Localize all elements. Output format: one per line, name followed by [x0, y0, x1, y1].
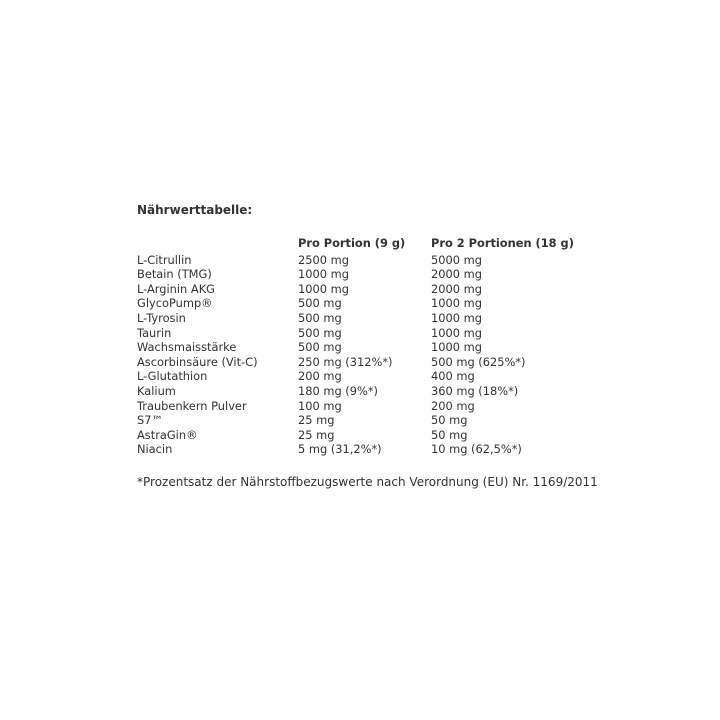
column-header-per-portion: Pro Portion (9 g): [298, 236, 406, 250]
per-portion-cell: 500 mg: [298, 340, 342, 355]
table-body: [137, 253, 581, 457]
per-portion-cell: 250 mg (312%*): [298, 354, 393, 369]
per-two-portions-cell: 2000 mg: [431, 267, 482, 282]
table-row: [137, 428, 581, 443]
table-row: [137, 340, 581, 355]
ingredient-cell: GlycoPump®: [137, 296, 213, 311]
table-row: [137, 267, 581, 282]
per-portion-cell: 180 mg (9%*): [298, 383, 378, 398]
ingredient-cell: Niacin: [137, 442, 173, 457]
per-two-portions-cell: 50 mg: [431, 413, 468, 428]
per-two-portions-cell: 50 mg: [431, 427, 468, 442]
column-header-per-two-portions: Pro 2 Portionen (18 g): [431, 236, 574, 250]
per-portion-cell: 1000 mg: [298, 281, 349, 296]
per-two-portions-cell: 10 mg (62,5%*): [431, 442, 522, 457]
table-row: [137, 253, 581, 268]
per-two-portions-cell: 400 mg: [431, 369, 475, 384]
ingredient-cell: Taurin: [137, 325, 172, 340]
ingredient-cell: S7™: [137, 413, 163, 428]
table-row: [137, 399, 581, 414]
per-two-portions-cell: 360 mg (18%*): [431, 383, 519, 398]
ingredient-cell: L-Arginin AKG: [137, 281, 215, 296]
table-row: [137, 413, 581, 428]
ingredient-cell: L-Citrullin: [137, 252, 192, 267]
ingredient-cell: Traubenkern Pulver: [137, 398, 247, 413]
per-portion-cell: 5 mg (31,2%*): [298, 442, 382, 457]
ingredient-cell: Wachsmaisstärke: [137, 340, 237, 355]
ingredient-cell: L-Tyrosin: [137, 310, 186, 325]
per-portion-cell: 200 mg: [298, 369, 342, 384]
footnote: *Prozentsatz der Nährstoffbezugswerte nach Verordnung (EU) Nr. 1169/2011: [137, 475, 598, 489]
per-portion-cell: 500 mg: [298, 296, 342, 311]
table-row: [137, 369, 581, 384]
ingredient-cell: L-Glutathion: [137, 369, 208, 384]
per-portion-cell: 100 mg: [298, 398, 342, 413]
column-header-ingredient: [137, 236, 298, 253]
per-two-portions-cell: 5000 mg: [431, 252, 482, 267]
table-row: [137, 384, 581, 399]
per-two-portions-cell: 1000 mg: [431, 325, 482, 340]
table-row: [137, 442, 581, 457]
ingredient-cell: Betain (TMG): [137, 267, 212, 282]
per-two-portions-cell: 1000 mg: [431, 310, 482, 325]
ingredient-cell: Ascorbinsäure (Vit-C): [137, 354, 258, 369]
nutrition-table: [137, 236, 581, 457]
per-two-portions-cell: 200 mg: [431, 398, 475, 413]
table-header-row: [137, 236, 581, 253]
per-portion-cell: 2500 mg: [298, 252, 349, 267]
per-two-portions-cell: 1000 mg: [431, 340, 482, 355]
per-two-portions-cell: 500 mg (625%*): [431, 354, 526, 369]
table-row: [137, 296, 581, 311]
table-row: [137, 282, 581, 297]
table-row: [137, 311, 581, 326]
ingredient-cell: Kalium: [137, 383, 176, 398]
table-row: [137, 355, 581, 370]
per-portion-cell: 500 mg: [298, 325, 342, 340]
per-two-portions-cell: 2000 mg: [431, 281, 482, 296]
per-portion-cell: 25 mg: [298, 413, 335, 428]
per-two-portions-cell: 1000 mg: [431, 296, 482, 311]
per-portion-cell: 1000 mg: [298, 267, 349, 282]
ingredient-cell: AstraGin®: [137, 427, 198, 442]
per-portion-cell: 25 mg: [298, 427, 335, 442]
page-title: Nährwerttabelle:: [137, 203, 253, 217]
table-row: [137, 326, 581, 341]
per-portion-cell: 500 mg: [298, 310, 342, 325]
